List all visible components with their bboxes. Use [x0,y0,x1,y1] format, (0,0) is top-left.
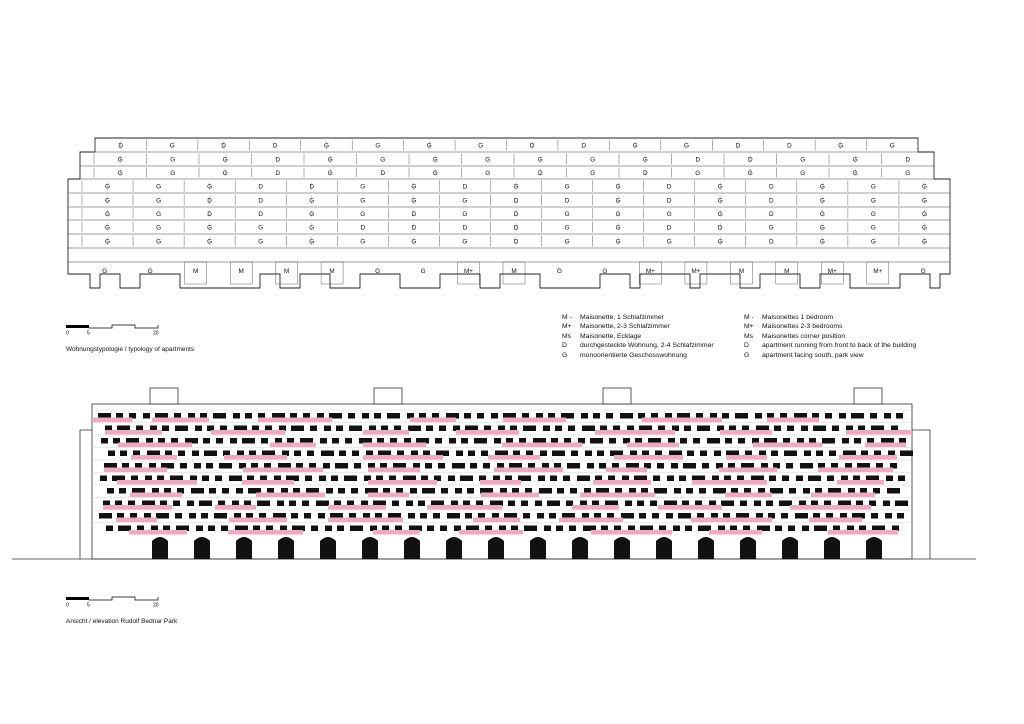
ground-floor-type-label: G [602,268,608,275]
apartment-type-label: G [324,142,329,150]
apartment-type-label: G [105,224,110,232]
legend-text: apartment facing south, park view [762,351,864,359]
apartment-type-label: D [258,183,264,191]
apartment-type-label: G [800,156,806,164]
apartment-type-label: G [632,142,638,150]
apartment-type-label: D [275,169,281,177]
apartment-type-label: G [156,238,162,246]
ground-floor-type-label: M [784,268,790,275]
legend-german [562,313,714,360]
apartment-type-label: D [787,142,792,150]
apartment-type-label: D [275,156,281,164]
apartment-type-label: G [327,156,333,164]
apartment-type-label: G [207,224,213,232]
apartment-type-label: G [207,183,213,191]
apartment-type-label: G [852,156,858,164]
apartment-type-label: G [695,169,701,177]
apartment-type-label: G [309,210,315,218]
legend-text: Maisonette, Ecklage [580,332,642,340]
ground-floor-type-label: M+ [645,268,655,275]
legend-text: Maisonette, 2-3 Schlafzimmer [580,323,670,331]
apartment-type-label: D [258,210,264,218]
apartment-type-label: D [717,224,723,232]
apartment-type-label: G [717,210,723,218]
apartment-type-label: D [513,224,519,232]
apartment-type-label: G [666,210,672,218]
apartment-type-label: G [222,156,228,164]
apartment-type-label: G [564,238,570,246]
apartment-type-label: G [360,183,366,191]
apartment-type-label: G [170,169,176,177]
apartment-type-label: D [642,169,648,177]
apartment-type-label: D [360,224,366,232]
apartment-type-label: G [105,238,110,246]
apartment-type-label: G [462,197,468,205]
ground-floor-type-label: G [920,268,926,275]
legend-text: apartment running from front to back of the building [762,342,917,350]
plan-scale-end: 20 [153,330,159,337]
apartment-type-label: G [747,169,753,177]
apartment-type-label: G [170,156,176,164]
legend-row [562,341,714,350]
legend-row [744,322,916,331]
apartment-type-label: G [870,183,876,191]
apartment-type-label: G [156,210,162,218]
apartment-type-label: G [360,238,366,246]
elevation-scale-end: 20 [153,602,159,609]
apartment-type-label: D [905,156,911,164]
apartment-type-label: D [380,169,386,177]
apartment-type-label: G [922,183,927,191]
legend-row [744,313,916,322]
legend-key: G [744,351,750,359]
legend-key: G [562,351,568,359]
apartment-type-label: G [852,169,858,177]
apartment-type-label: G [537,156,543,164]
apartment-type-label: G [117,156,123,164]
apartment-type-label: G [156,224,162,232]
apartment-type-label: G [870,238,876,246]
plan-caption: Wohnungstypologie / typology of apartments [66,346,195,353]
park-elevation [12,388,976,559]
apartment-type-label: D [581,142,587,150]
ground-floor-type-label: M [511,268,517,275]
ground-floor-type-label: M [329,268,335,275]
apartment-type-label: G [462,238,468,246]
legend-english [744,313,916,360]
apartment-type-label: G [800,169,806,177]
apartment-type-label: D [768,238,774,246]
apartment-type-label: G [105,197,110,205]
legend-key: Ms [744,332,754,340]
apartment-type-label: G [717,238,723,246]
apartment-type-label: D [537,169,543,177]
apartment-type-label: G [105,210,110,218]
apartment-type-label: G [819,224,825,232]
apartment-type-label: D [411,210,417,218]
apartment-type-label: G [922,224,927,232]
elevation-scale-bar [66,597,159,609]
ground-floor-type-label: M+ [463,268,474,275]
apartment-type-label: G [380,156,386,164]
apartment-type-label: G [432,169,438,177]
apartment-type-label: D [207,210,212,218]
apartment-type-label: D [735,142,741,150]
apartment-type-label: G [870,210,876,218]
apartment-type-label: D [768,210,774,218]
ground-floor-type-label: M+ [873,268,883,275]
apartment-type-label: G [615,197,621,205]
apartment-type-label: G [117,169,123,177]
apartment-type-label: G [564,210,570,218]
apartment-type-label: D [564,197,570,205]
apartment-type-label: G [768,224,774,232]
apartment-type-label: G [564,183,570,191]
legend-row [562,332,714,341]
apartment-type-label: D [513,197,519,205]
apartment-type-label: G [309,197,315,205]
apartment-type-label: G [105,183,110,191]
apartment-type-label: G [615,210,621,218]
apartment-type-label: G [615,224,621,232]
apartment-type-label: G [309,224,315,232]
legend-row [562,351,714,360]
apartment-type-label: G [717,197,723,205]
apartment-type-label: D [666,197,672,205]
apartment-type-label: D [768,197,774,205]
apartment-type-label: G [819,210,825,218]
apartment-type-label: G [717,183,723,191]
apartment-type-label: G [922,210,927,218]
typology-plan [68,138,950,288]
apartment-type-label: G [411,238,417,246]
apartment-type-label: G [426,142,432,150]
apartment-type-label: D [666,183,672,191]
apartment-type-label: G [513,183,519,191]
plan-scale-bar [66,325,159,337]
legend-text: Maisonettes 1 bedroom [762,314,834,321]
apartment-type-label: G [905,169,911,177]
apartment-type-label: G [478,142,484,150]
ground-floor-type-label: M+ [827,268,837,275]
apartment-type-label: G [684,142,689,150]
legend-row [744,332,916,341]
apartment-type-label: D [529,142,535,150]
apartment-type-label: G [615,238,621,246]
ground-floor-type-label: G [420,268,426,275]
apartment-type-label: D [309,183,315,191]
apartment-type-label: G [375,142,381,150]
apartment-type-label: D [666,224,672,232]
apartment-type-label: G [590,156,596,164]
apartment-type-label: G [485,169,491,177]
legend-text: monoorientierte Geschosswohnung [580,351,687,359]
apartment-type-label: G [485,156,491,164]
ground-floor-type-label: G [557,268,562,275]
apartment-type-label: G [327,169,333,177]
apartment-type-label: D [768,183,774,191]
apartment-type-label: G [889,142,895,150]
apartment-type-label: G [922,197,927,205]
legend-key: M+ [744,323,754,331]
apartment-type-label: G [838,142,844,150]
apartment-type-label: G [360,210,366,218]
apartment-type-label: G [360,197,366,205]
legend-row [562,313,714,322]
apartment-type-label: G [819,183,825,191]
legend-key: M - [562,314,572,321]
apartment-type-label: D [695,156,701,164]
apartment-type-label: G [819,238,825,246]
legend-row [562,322,714,331]
apartment-type-label: D [747,156,753,164]
apartment-type-label: D [513,210,519,218]
apartment-type-label: G [156,197,162,205]
apartment-type-label: G [258,238,264,246]
legend-key: Ms [562,332,572,340]
apartment-type-label: D [462,224,468,232]
apartment-type-label: D [258,197,264,205]
ground-floor-type-label: G [147,268,153,275]
legend-row [744,351,916,360]
apartment-type-label: G [156,183,162,191]
legend-key: M - [744,314,754,321]
apartment-type-label: G [922,238,927,246]
apartment-type-label: G [564,224,570,232]
legend-text: Maisonettes 2-3 bedrooms [762,323,843,331]
apartment-type-label: D [221,142,226,150]
legend-text: Maisonette, 1 Schlafzimmer [580,314,664,321]
apartment-type-label: G [870,224,876,232]
apartment-type-label: D [462,183,468,191]
apartment-type-label: G [309,238,315,246]
ground-floor-type-label: M [238,268,244,275]
legend-key: D [562,342,567,350]
apartment-type-label: G [258,224,264,232]
elevation-caption: Ansicht / elevation Rudolf Bednar Park [66,618,178,625]
apartment-type-label: G [590,169,596,177]
apartment-type-label: G [870,197,876,205]
legend-key: M+ [562,323,572,331]
ground-floor-type-label: M [283,268,290,275]
legend-key: D [744,342,749,350]
apartment-type-label: G [819,197,825,205]
apartment-type-label: G [169,142,175,150]
apartment-type-label: D [118,142,124,150]
plan-scale-zero: 0 [66,330,69,337]
apartment-type-label: D [207,197,212,205]
legend-row [744,341,916,350]
apartment-type-label: G [207,238,213,246]
plan-scale-mid: 5 [87,330,90,337]
apartment-type-label: G [222,169,228,177]
apartment-type-label: G [615,183,621,191]
apartment-type-label: G [432,156,438,164]
elevation-scale-mid: 5 [87,602,90,609]
ground-floor-type-label: G [102,268,108,275]
apartment-type-label: G [642,156,648,164]
ground-floor-type-label: M [193,268,199,275]
elevation-scale-zero: 0 [66,602,69,609]
apartment-type-label: G [411,183,417,191]
apartment-type-label: D [411,224,417,232]
apartment-type-label: G [666,238,672,246]
legend-text: durchgesteckte Wohnung, 2-4 Schlafzimmer [580,342,714,350]
ground-floor-type-label: G [375,268,381,275]
apartment-type-label: G [462,210,468,218]
ground-floor-type-label: M+ [691,268,701,275]
legend-text: Maisonettes corner position [762,332,846,340]
apartment-type-label: G [411,197,417,205]
apartment-type-label: D [513,238,519,246]
apartment-type-label: D [272,142,278,150]
ground-floor-type-label: M [738,268,745,275]
